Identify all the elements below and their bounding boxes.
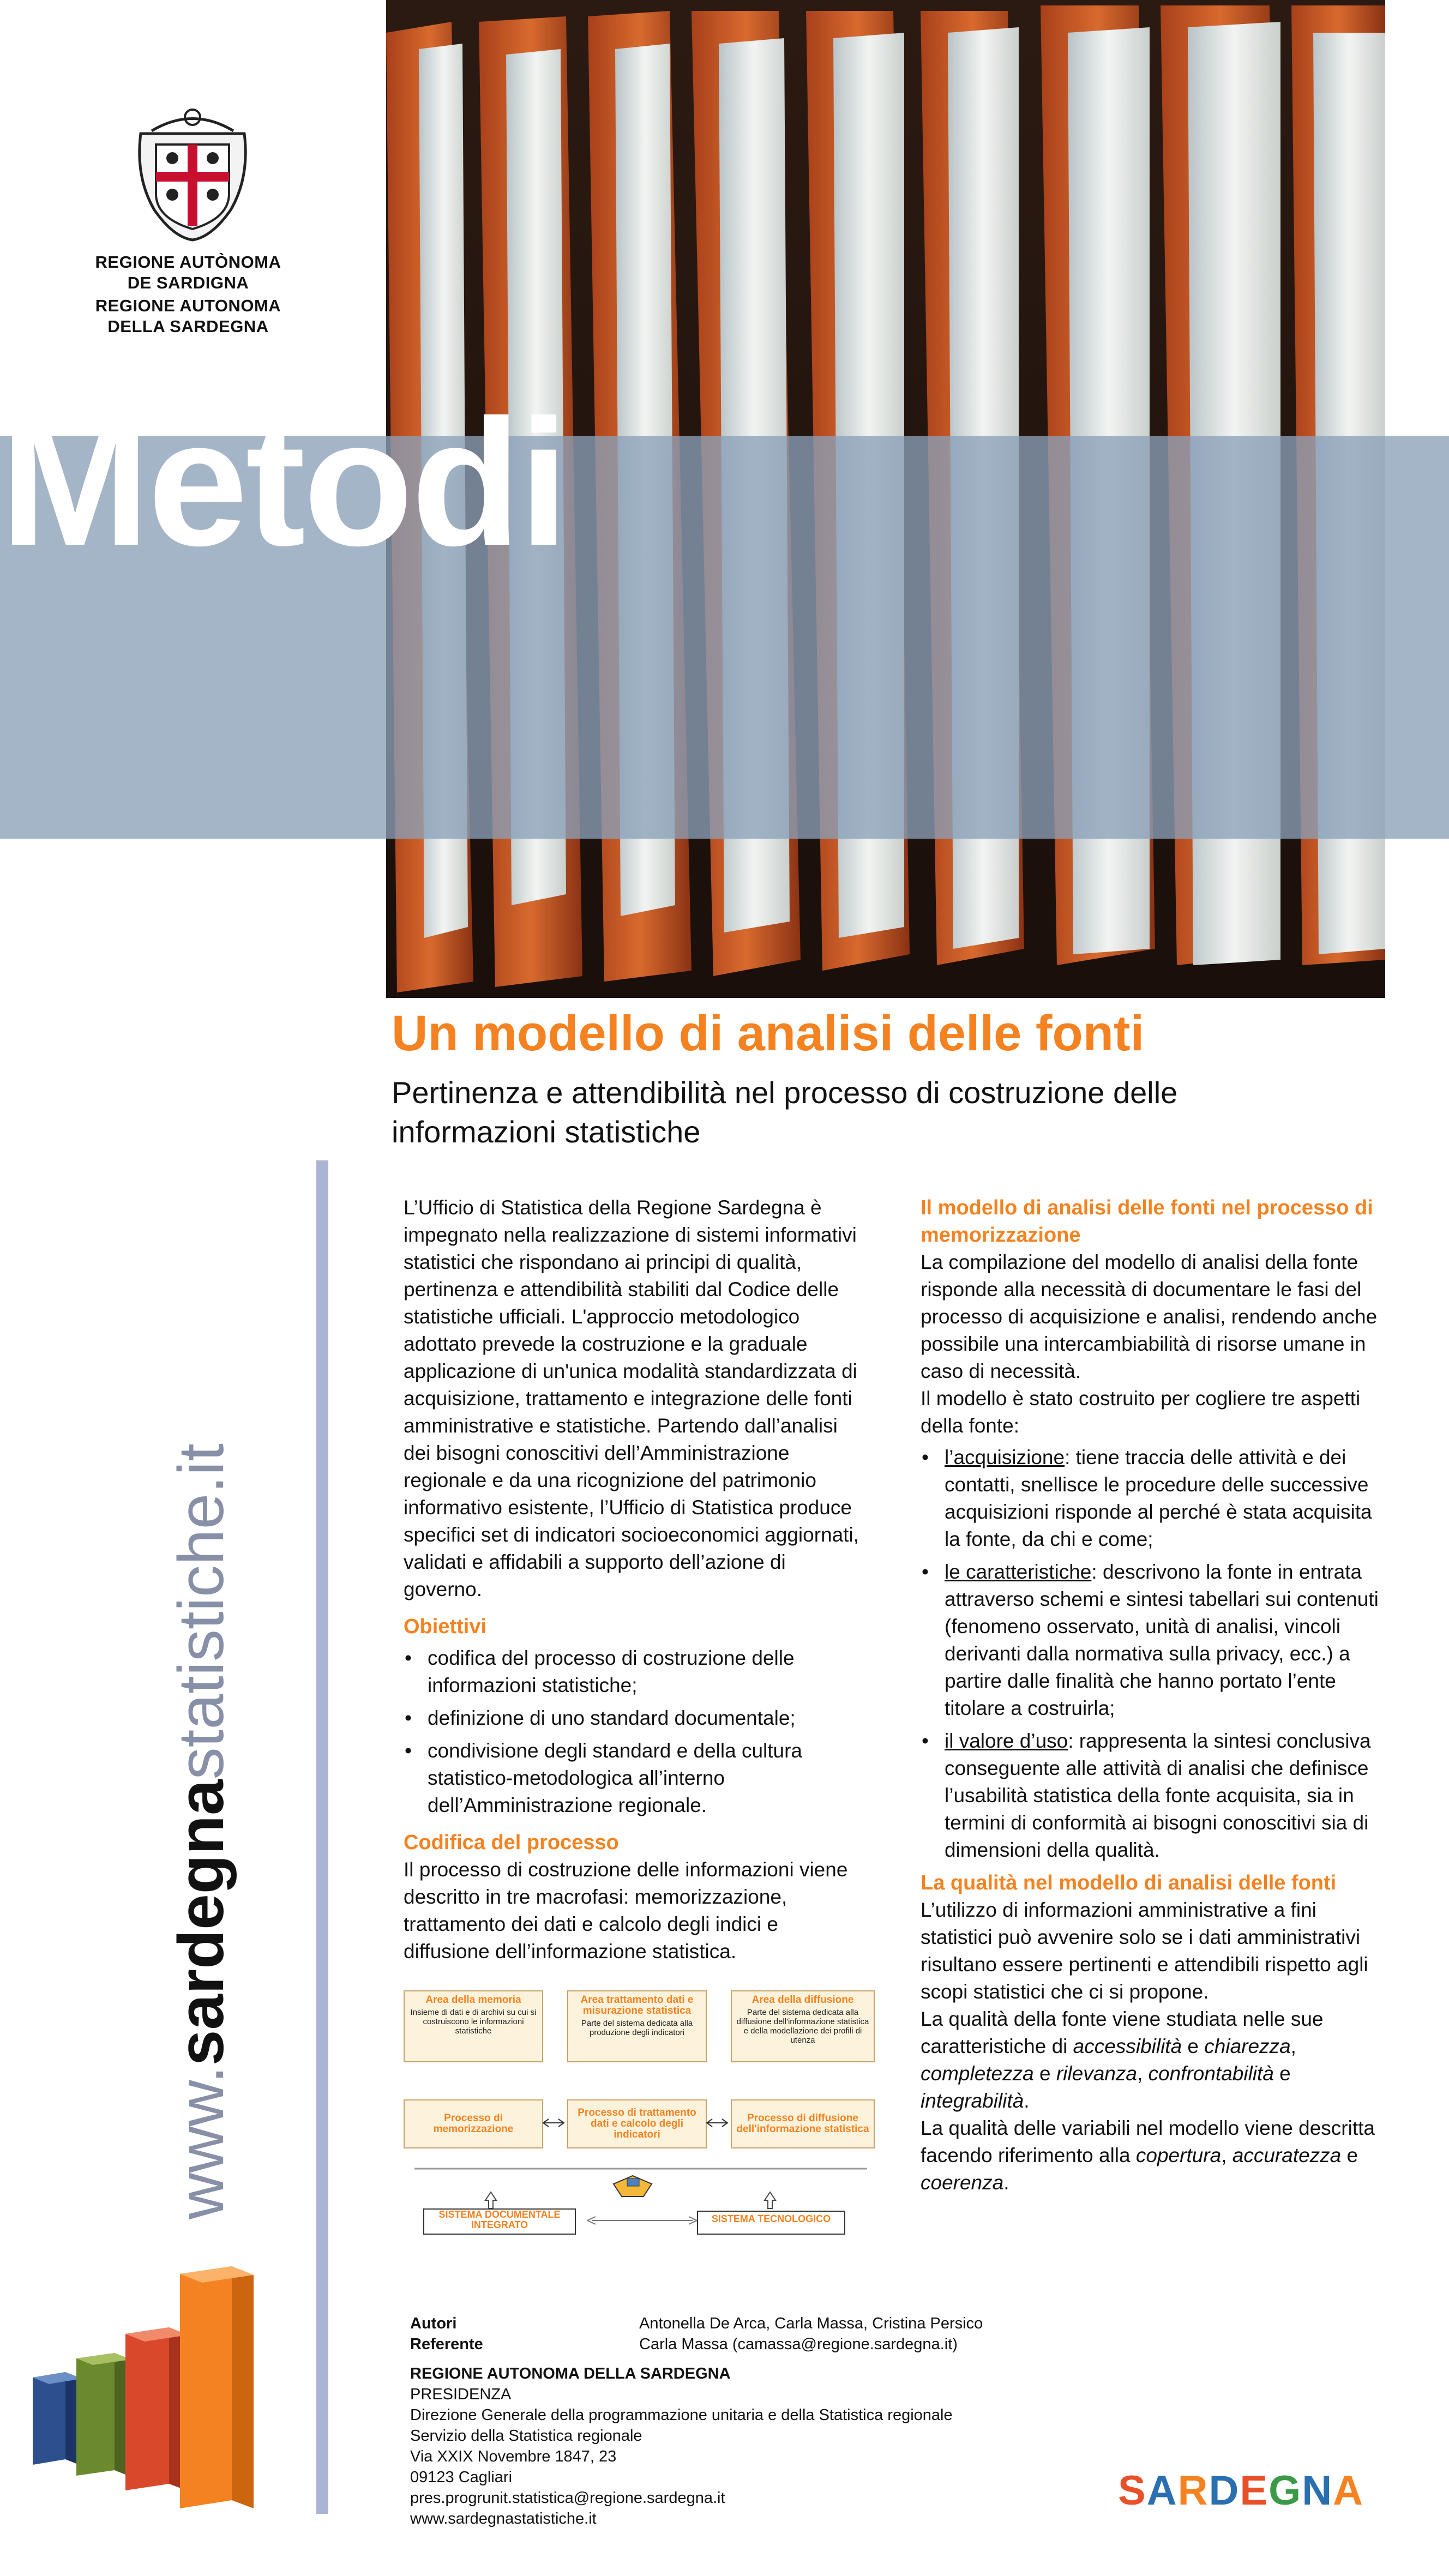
quality-text-1: L’utilizzo di informazioni amministrative a fini statistici può avvenire solo se i dati amministrativi risultano essere pertinenti e attendibili rispetto agli scopi statistici che ci si propone. — [921, 1899, 1368, 2003]
regione-crest-logo — [130, 101, 255, 243]
authors-row — [410, 2313, 1119, 2334]
brand-letter: A — [1333, 2467, 1364, 2514]
list-item — [921, 1558, 1379, 1722]
footer-org: REGIONE AUTONOMA DELLA SARDEGNA — [410, 2365, 731, 2382]
process-treatment-box: Processo di trattamento dati e calcolo degli indicatori — [567, 2099, 707, 2148]
area-title: Area della memoria — [425, 1994, 521, 2006]
website-prefix: www. — [165, 2066, 237, 2219]
aspect-desc: : descrivono la fonte in entrata attraverso schemi e sintesi tabellari sui contenuti (fenomeno osservato, unità di analisi, vincoli derivanti dalla normativa sulla privacy, ecc.) a partire dalle finalità che hanno portato l’ente titolare a costruirla; — [945, 1561, 1379, 1719]
list-item: • definizione di uno standard documentale; — [404, 1705, 862, 1732]
footer-email: pres.progrunit.statistica@regione.sardegna.it — [410, 2489, 725, 2507]
sardegna-brand-logo — [1118, 2467, 1364, 2514]
aspect-desc: : rappresenta la sintesi conclusiva conseguente alle attività di analisi che definisce l’usabilità statistica della fonte acquisita, sia in termini di conformità ai bisogni conoscitivi sia di dimensioni della qualità. — [945, 1730, 1371, 1861]
page-title: Un modello di analisi delle fonti — [392, 1006, 1145, 1061]
model-text-1: La compilazione del modello di analisi della fonte risponde alla necessità di documentare le fasi del processo di acquisizione e analisi, rendendo anche possibile una intercambiabilità di risorse umane in caso di necessità. — [921, 1251, 1378, 1382]
referent-value: Carla Massa (camassa@regione.sardegna.it) — [639, 2336, 958, 2353]
website-bold: sardegna — [165, 1779, 237, 2066]
brand-letter: R — [1177, 2467, 1209, 2514]
page-subtitle: Pertinenza e attendibilità nel processo di costruzione delle informazioni statistiche — [392, 1075, 1178, 1149]
brand-letter: G — [1268, 2467, 1302, 2514]
authors-value: Antonella De Arca, Carla Massa, Cristina Persico — [639, 2315, 983, 2332]
footer-website: www.sardegnastatistiche.it — [410, 2510, 597, 2527]
process-diagram — [404, 1990, 878, 2241]
process-text: Il processo di costruzione delle informazioni viene descritto in tre macrofasi: memorizzazione, trattamento dei dati e calcolo degli indici e diffusione dell’informazione statistica. — [404, 1858, 848, 1963]
org-name-line-3: REGIONE AUTONOMA — [95, 296, 281, 315]
referent-label: Referente — [410, 2336, 483, 2353]
area-text: Insieme di dati e di archivi su cui si costruiscono le informazioni statistiche — [410, 2008, 537, 2036]
aspect-term: l’acquisizione — [945, 1446, 1065, 1468]
hero-word: Metodi — [0, 382, 567, 583]
model-text-2: Il modello è stato costruito per cogliere tre aspetti della fonte: — [921, 1387, 1361, 1437]
quality-text-2: La qualità della fonte viene studiata nelle sue caratteristiche di accessibilità e chiarezza, completezza e rilevanza, confrontabilità e integrabilità. — [921, 2008, 1324, 2112]
aspect-desc: : tiene traccia delle attività e dei contatti, snellisce le procedure delle successive acquisizioni risponde al perché è stata acquisita la fonte, da chi e come; — [945, 1446, 1372, 1550]
brand-letter: D — [1208, 2467, 1240, 2514]
brand-letter: S — [1118, 2467, 1147, 2514]
area-text: Parte del sistema dedicata alla diffusione dell'informazione statistica e della modellazione dei profili di utenza — [736, 2008, 869, 2045]
system-documental-box: SISTEMA DOCUMENTALE INTEGRATO — [423, 2208, 576, 2235]
bar-chart-decoration — [22, 2252, 294, 2519]
vertical-divider — [316, 1160, 328, 2514]
area-text: Parte del sistema dedicata alla produzione degli indicatori — [581, 2019, 693, 2037]
brand-letter: N — [1302, 2467, 1333, 2514]
area-title: Area della diffusione — [751, 1994, 854, 2006]
right-column — [921, 1194, 1379, 2196]
process-heading: Codifica del processo — [404, 1831, 619, 1854]
model-heading: Il modello di analisi delle fonti nel processo di memorizzazione — [921, 1196, 1373, 1247]
brand-letter: A — [1146, 2467, 1178, 2514]
list-item: • codifica del processo di costruzione delle informazioni statistiche; — [404, 1645, 862, 1699]
system-technological-box: SISTEMA TECNOLOGICO — [697, 2211, 845, 2235]
footer-line: Servizio della Statistica regionale — [410, 2427, 642, 2445]
aspect-term: le caratteristiche — [945, 1561, 1092, 1583]
website-suffix: statistiche.it — [165, 1443, 237, 1780]
footer-line: Via XXIX Novembre 1847, 23 — [410, 2448, 617, 2465]
brand-letter: E — [1240, 2467, 1269, 2514]
list-item — [921, 1444, 1379, 1553]
footer-credits — [410, 2313, 1119, 2529]
aspects-list — [921, 1444, 1379, 1864]
quality-text-3: La qualità delle variabili nel modello viene descritta facendo riferimento alla copertura, accuratezza e coerenza. — [921, 2117, 1375, 2194]
authors-label: Autori — [410, 2315, 457, 2332]
website-vertical — [115, 1200, 237, 2219]
objectives-list — [404, 1645, 862, 1819]
list-item: • condivisione degli standard e della cultura statistico-metodologica all’interno dell’Amministrazione regionale. — [404, 1737, 862, 1819]
left-column — [404, 1194, 862, 1965]
aspect-term: il valore d’uso — [945, 1730, 1068, 1752]
org-name-line-4: DELLA SARDEGNA — [107, 317, 269, 336]
footer-line: 09123 Cagliari — [410, 2469, 513, 2486]
diagram-connectors — [404, 1990, 878, 2241]
list-item — [921, 1728, 1379, 1864]
process-memorization-box: Processo di memorizzazione — [404, 2099, 543, 2148]
org-name-line-1: REGIONE AUTÒNOMA — [95, 252, 281, 272]
footer-line: PRESIDENZA — [410, 2386, 512, 2403]
area-title: Area trattamento dati e misurazione statistica — [580, 1994, 694, 2017]
intro-text: L’Ufficio di Statistica della Regione Sardegna è impegnato nella realizzazione di sistemi informativi statistici che rispondano ai principi di qualità, pertinenza e attendibilità stabiliti dal Codice delle statistiche ufficiali. L'approccio metodologico adottato prevede la costruzione e la graduale applicazione di un'unica modalità standardizzata di acquisizione, trattamento e integrazione delle fonti amministrative e statistiche. Partendo dall’analisi dei bisogni conoscitivi dell’Amministrazione regionale e da una ricognizione del patrimonio informativo esistente, l’Ufficio di Statistica produce specifici set di indicatori socioeconomici aggiornati, validati e affidabili a supporto dell’azione di governo. — [404, 1196, 859, 1600]
objectives-heading: Obiettivi — [404, 1615, 487, 1638]
process-diffusion-box: Processo di diffusione dell'informazione statistica — [731, 2099, 875, 2148]
referent-row — [410, 2334, 1119, 2355]
footer-line: Direzione Generale della programmazione unitaria e della Statistica regionale — [410, 2406, 953, 2424]
quality-heading: La qualità nel modello di analisi delle fonti — [921, 1871, 1337, 1894]
org-name-line-2: DE SARDIGNA — [127, 273, 249, 292]
